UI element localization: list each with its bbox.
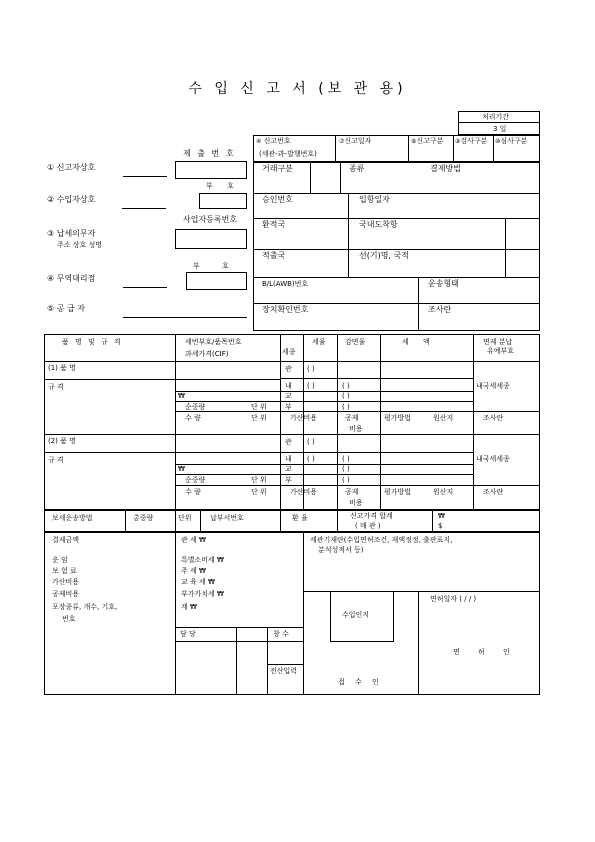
page-title: 수 입 신 고 서 (보 관 용) — [188, 81, 407, 97]
item2-won: ₩ — [178, 465, 185, 473]
declare-date-label: ⑦신고일자 — [339, 137, 372, 145]
item2-paren2: ( ) — [307, 455, 315, 463]
stamp-label: 수입인지 — [342, 611, 370, 619]
entry-date: 입항일자 — [359, 195, 390, 204]
exempt-header: 면제 분납 — [483, 338, 513, 346]
ship-country: 환적국 — [262, 220, 286, 229]
customs-notes-2: 분석성적서 등) — [318, 546, 364, 554]
item1-unit: 단 위 — [251, 403, 267, 411]
item2-paren3: ( ) — [342, 455, 350, 463]
agent-sub: 부 호 — [193, 262, 239, 270]
package: 포장종류, 개수, 기호, — [52, 603, 118, 611]
item2-gyo: 교 — [285, 465, 292, 473]
taxpayer-box[interactable] — [175, 229, 247, 249]
vat: 부가가치세 ₩ — [181, 590, 224, 598]
item2-unit2: 단 위 — [251, 488, 267, 496]
item1-extra-cost: 가산비용 — [290, 414, 318, 422]
review-type-label: ⑩심사구분 — [495, 137, 528, 145]
weight-unit: 단위 — [178, 514, 192, 522]
kind: 종류 — [349, 164, 365, 173]
item2-domestic: 내국세세종 — [476, 455, 510, 463]
item1-name: (1) 품 명 — [48, 364, 76, 372]
declare-no-sub: (세관-과-발행번호) — [259, 150, 317, 158]
item1-domestic: 내국세세종 — [476, 382, 510, 390]
item2-net-weight: 순중량 — [185, 476, 206, 484]
computer-label: 전산입력 — [270, 667, 298, 675]
storage-no: 장치확인번호 — [262, 305, 309, 314]
tax-no-header: 세번부호/품목번호 — [185, 338, 242, 346]
taxpayer-right: 사업자등록번호 — [183, 215, 238, 224]
item2-paren4: ( ) — [342, 465, 350, 473]
add-cost: 가산비용 — [52, 578, 80, 586]
item2-quantity: 수 량 — [185, 488, 201, 496]
item1-paren2: ( ) — [307, 382, 315, 390]
item2-paren: ( ) — [307, 438, 315, 446]
trade-type: 거래구분 — [262, 164, 293, 173]
item2-bu: 부 — [285, 476, 292, 484]
special-tax: 특별소비세 ₩ — [181, 556, 224, 564]
freight: 운 임 — [52, 556, 68, 564]
declared-sub: ( 매 관 ) — [355, 522, 381, 530]
item2-spec: 규 격 — [48, 456, 64, 464]
item1-won: ₩ — [178, 392, 185, 400]
chief-label: 창 수 — [273, 630, 289, 638]
importer-box[interactable] — [199, 193, 247, 209]
item1-nae: 내 — [285, 382, 292, 390]
item1-paren: ( ) — [307, 365, 315, 373]
item1-deduct: 공제 — [345, 414, 359, 422]
total-dollar: $ — [438, 522, 443, 530]
period-label: 처리기간 — [482, 113, 510, 121]
item1-net-weight: 순중량 — [185, 403, 206, 411]
total-won: ₩ — [438, 512, 445, 520]
cif-header: 과세가격(CIF) — [185, 350, 229, 358]
item2-deduct2: 비용 — [349, 499, 363, 507]
tax-header: 세 액 — [402, 338, 436, 346]
edu-tax: 교 육 세 ₩ — [181, 578, 215, 586]
customs-notes: 세관기재란(수입면허조건, 제액정정, 출관표지, — [310, 536, 453, 544]
item1-eval: 평가방법 — [384, 414, 412, 422]
item2-paren5: ( ) — [342, 476, 350, 484]
item1-survey: 조사란 — [483, 414, 504, 422]
submit-no-label: 제 출 번 호 — [183, 149, 236, 158]
customs-tax: 관 세 ₩ — [181, 536, 206, 544]
payment-method: 결제방법 — [430, 164, 461, 173]
exchange-rate: 환 율 — [292, 514, 308, 522]
payer-no: 납부서번호 — [210, 514, 244, 522]
items-header: 품 명 및 규 격 — [62, 338, 123, 346]
declarant-box[interactable] — [175, 161, 247, 179]
supplier-label: ⑤ 공 급 자 — [47, 304, 85, 313]
item1-gwan: 관 — [285, 365, 292, 373]
item2-eval: 평가방법 — [384, 488, 412, 496]
license-date: 면허일자 ( / / ) — [430, 595, 477, 603]
item1-paren3: ( ) — [342, 382, 350, 390]
item2-survey: 조사란 — [483, 488, 504, 496]
item2-origin: 원산지 — [433, 488, 454, 496]
check-type-label: ⑨검사구분 — [455, 137, 488, 145]
item1-paren4: ( ) — [342, 392, 350, 400]
person-label: 담 당 — [180, 630, 196, 638]
declare-no-label: ④ 신고번호 — [256, 137, 291, 145]
item2-unit: 단 위 — [251, 476, 267, 484]
tax-type-header: 세종 — [282, 348, 296, 356]
bl-no: B/L(AWB)번호 — [262, 280, 309, 288]
package-2: 번호 — [62, 615, 76, 623]
importer-label: ② 수입자상호 — [47, 195, 96, 204]
item2-gwan: 관 — [285, 438, 292, 446]
item1-spec: 규 격 — [48, 383, 64, 391]
vessel: 선(기)명, 국적 — [359, 251, 409, 260]
item1-deduct2: 비용 — [349, 425, 363, 433]
agent-label: ④ 무역대리점 — [47, 274, 96, 283]
item1-bu: 부 — [285, 403, 292, 411]
item1-quantity: 수 량 — [185, 414, 201, 422]
declare-type-label: ⑧신고구분 — [411, 137, 444, 145]
receipt-label: 접 수 인 — [338, 678, 383, 686]
taxpayer-label: ③ 납세의무자 — [47, 229, 96, 238]
item2-deduct: 공제 — [345, 488, 359, 496]
inspector: 조사란 — [428, 305, 452, 314]
item1-gyo: 교 — [285, 392, 292, 400]
transport: 운송형태 — [428, 279, 459, 288]
deduct-cost: 공제비용 — [52, 590, 80, 598]
agent-box[interactable] — [186, 272, 247, 290]
item1-unit2: 단 위 — [251, 414, 267, 422]
insurance: 보 험 료 — [52, 567, 77, 575]
item2-nae: 내 — [285, 455, 292, 463]
declared-total: 신고가격 합계 — [350, 512, 393, 520]
tax-total: 계 ₩ — [181, 603, 197, 611]
load-country: 적출국 — [262, 251, 286, 260]
item2-extra-cost: 가산비용 — [290, 488, 318, 496]
liquor-tax: 주 세 ₩ — [181, 567, 206, 575]
declarant-label: ① 신고자상호 — [47, 163, 96, 172]
license-label: 면 허 인 — [453, 648, 518, 656]
total-weight: 총중량 — [133, 514, 154, 522]
approval-no: 승인번호 — [262, 195, 293, 204]
reduce-header: 감면율 — [345, 338, 366, 346]
period-value: 3 일 — [493, 125, 507, 133]
item1-origin: 원산지 — [433, 414, 454, 422]
payment-amount: 결제금액 — [52, 536, 80, 544]
importer-sub: 부 호 — [206, 182, 240, 190]
domestic-arrival: 국내도착항 — [359, 220, 398, 229]
item1-paren5: ( ) — [342, 403, 350, 411]
bonded-method: 보세운송방법 — [52, 514, 93, 522]
item2-name: (2) 품 명 — [48, 437, 76, 445]
rate-header: 세율 — [312, 338, 326, 346]
taxpayer-sub: 주소 상호 성명 — [57, 241, 103, 249]
exempt-header-2: 유예부호 — [487, 347, 515, 355]
